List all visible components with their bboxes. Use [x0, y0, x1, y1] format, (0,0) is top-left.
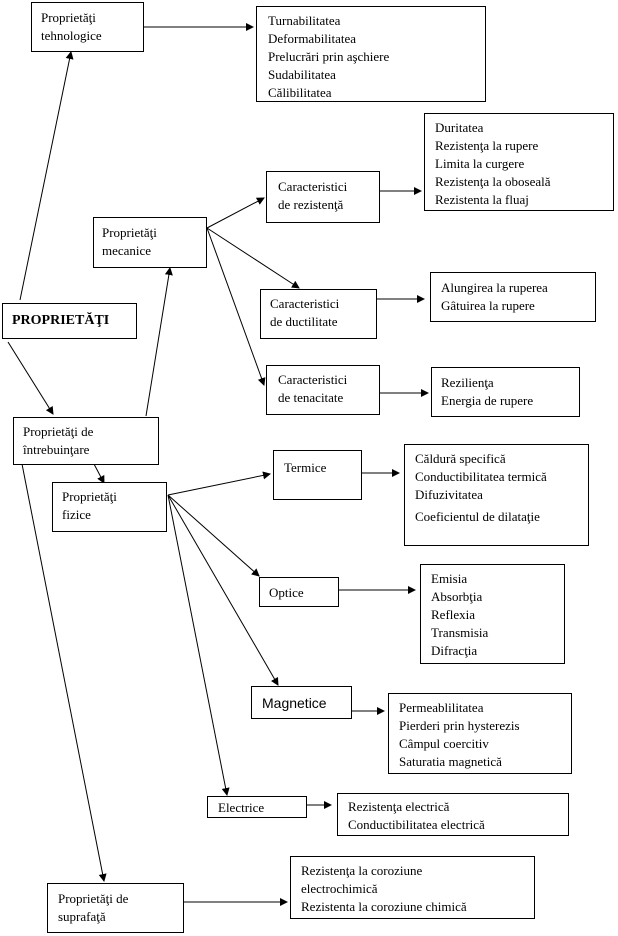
- arrow-proprietati-to-intrebuintare: [8, 342, 53, 414]
- list-item: electrochimică: [301, 881, 378, 896]
- node-suprafata: [47, 883, 184, 933]
- arrow-proprietati-to-tehnologice: [20, 52, 71, 300]
- list-item: Rezistenţa la oboseală: [435, 174, 551, 189]
- list-item: Saturatia magnetică: [399, 754, 502, 769]
- node-ductilitate: [260, 289, 377, 339]
- node-termice: [273, 450, 362, 500]
- node-rezistenta: [266, 171, 380, 223]
- arrow-mecanice-to-rezistenta: [207, 198, 264, 228]
- node-label-line: fizice: [62, 507, 91, 522]
- node-fizice: [52, 482, 167, 532]
- list-item: Rezistenţa la rupere: [435, 138, 539, 153]
- node-label-line: Caracteristici: [278, 179, 348, 194]
- node-label-line: Caracteristici: [278, 372, 348, 387]
- list-item: Gâtuirea la rupere: [441, 298, 535, 313]
- node-magnetice: [251, 686, 352, 719]
- node-label-line: Proprietăţi: [41, 10, 96, 25]
- arrow-mecanice-to-ductilitate: [207, 228, 299, 288]
- node-label-line: mecanice: [102, 243, 152, 258]
- list-suprafata: [290, 856, 535, 919]
- list-item: Rezistenta la coroziune chimică: [301, 899, 467, 914]
- node-optice: [259, 577, 339, 607]
- list-item: Deformabilitatea: [268, 31, 357, 46]
- list-rezistenta: [424, 113, 614, 211]
- list-item: Câmpul coercitiv: [399, 736, 489, 751]
- node-label-line: Caracteristici: [270, 296, 340, 311]
- node-electrice: [207, 796, 307, 818]
- list-item: Emisia: [431, 571, 468, 586]
- list-item: Călibilitatea: [268, 85, 332, 100]
- list-item: Căldură specifică: [415, 451, 506, 466]
- list-item: Permeablilitatea: [399, 700, 484, 715]
- list-tenacitate: [431, 367, 580, 417]
- node-proprietati: [2, 303, 137, 339]
- list-magnetice: [388, 693, 572, 774]
- node-label-line: de tenacitate: [278, 390, 344, 405]
- list-item: Alungirea la ruperea: [441, 280, 548, 295]
- list-electrice: [337, 793, 569, 836]
- arrow-fizice-to-termice: [168, 474, 270, 495]
- node-intrebuintare: [13, 417, 159, 465]
- node-tenacitate: [266, 365, 380, 415]
- node-label-line: Optice: [269, 585, 304, 600]
- list-item: Sudabilitatea: [268, 67, 336, 82]
- arrow-mecanice-to-tenacitate: [207, 228, 264, 385]
- list-item: Reflexia: [431, 607, 476, 622]
- list-optice: [420, 564, 565, 664]
- node-label-line: întrebuinţare: [23, 442, 90, 457]
- node-label-line: Proprietăţi: [102, 225, 157, 240]
- list-item: Rezistenţa la coroziune: [301, 863, 423, 878]
- node-mecanice: [93, 217, 207, 268]
- list-item: Conductibilitatea electrică: [348, 817, 485, 832]
- node-label-line: Proprietăţi de: [58, 891, 129, 906]
- list-item: Limita la curgere: [435, 156, 525, 171]
- list-tehnologice: [256, 6, 486, 102]
- list-item: Rezistenţa electrică: [348, 799, 450, 814]
- list-item: Transmisia: [431, 625, 489, 640]
- node-proprietati-label: PROPRIETĂŢI: [12, 313, 110, 328]
- list-item: Rezistenta la fluaj: [435, 192, 529, 207]
- node-label-line: Magnetice: [262, 695, 327, 711]
- arrow-intrebuintare-to-mecanice: [146, 268, 170, 416]
- list-ductilitate: [430, 272, 596, 322]
- list-item: Duritatea: [435, 120, 484, 135]
- node-label-line: de rezistenţă: [278, 197, 344, 212]
- list-item: Absorbţia: [431, 589, 483, 604]
- list-item: Pierderi prin hysterezis: [399, 718, 520, 733]
- list-item: Difuzivitatea: [415, 487, 483, 502]
- arrow-intrebuintare-to-fizice: [94, 464, 104, 483]
- node-tehnologice: [31, 2, 144, 52]
- list-item: Coeficientul de dilataţie: [415, 509, 540, 524]
- list-item: Difracţia: [431, 643, 478, 658]
- list-item: Energia de rupere: [441, 393, 534, 408]
- list-item: Conductibilitatea termică: [415, 469, 547, 484]
- node-label-line: suprafaţă: [58, 909, 106, 924]
- node-label-line: tehnologice: [41, 28, 102, 43]
- list-item: Prelucrări prin aşchiere: [268, 49, 390, 64]
- node-label-line: Termice: [284, 460, 327, 475]
- list-termice: [404, 444, 589, 546]
- node-label-line: Proprietăţi: [62, 489, 117, 504]
- list-item: Rezilienţa: [441, 375, 494, 390]
- node-label-line: Electrice: [218, 800, 265, 815]
- node-label-line: Proprietăţi de: [23, 424, 94, 439]
- node-label-line: de ductilitate: [270, 314, 338, 329]
- list-item: Turnabilitatea: [268, 13, 341, 28]
